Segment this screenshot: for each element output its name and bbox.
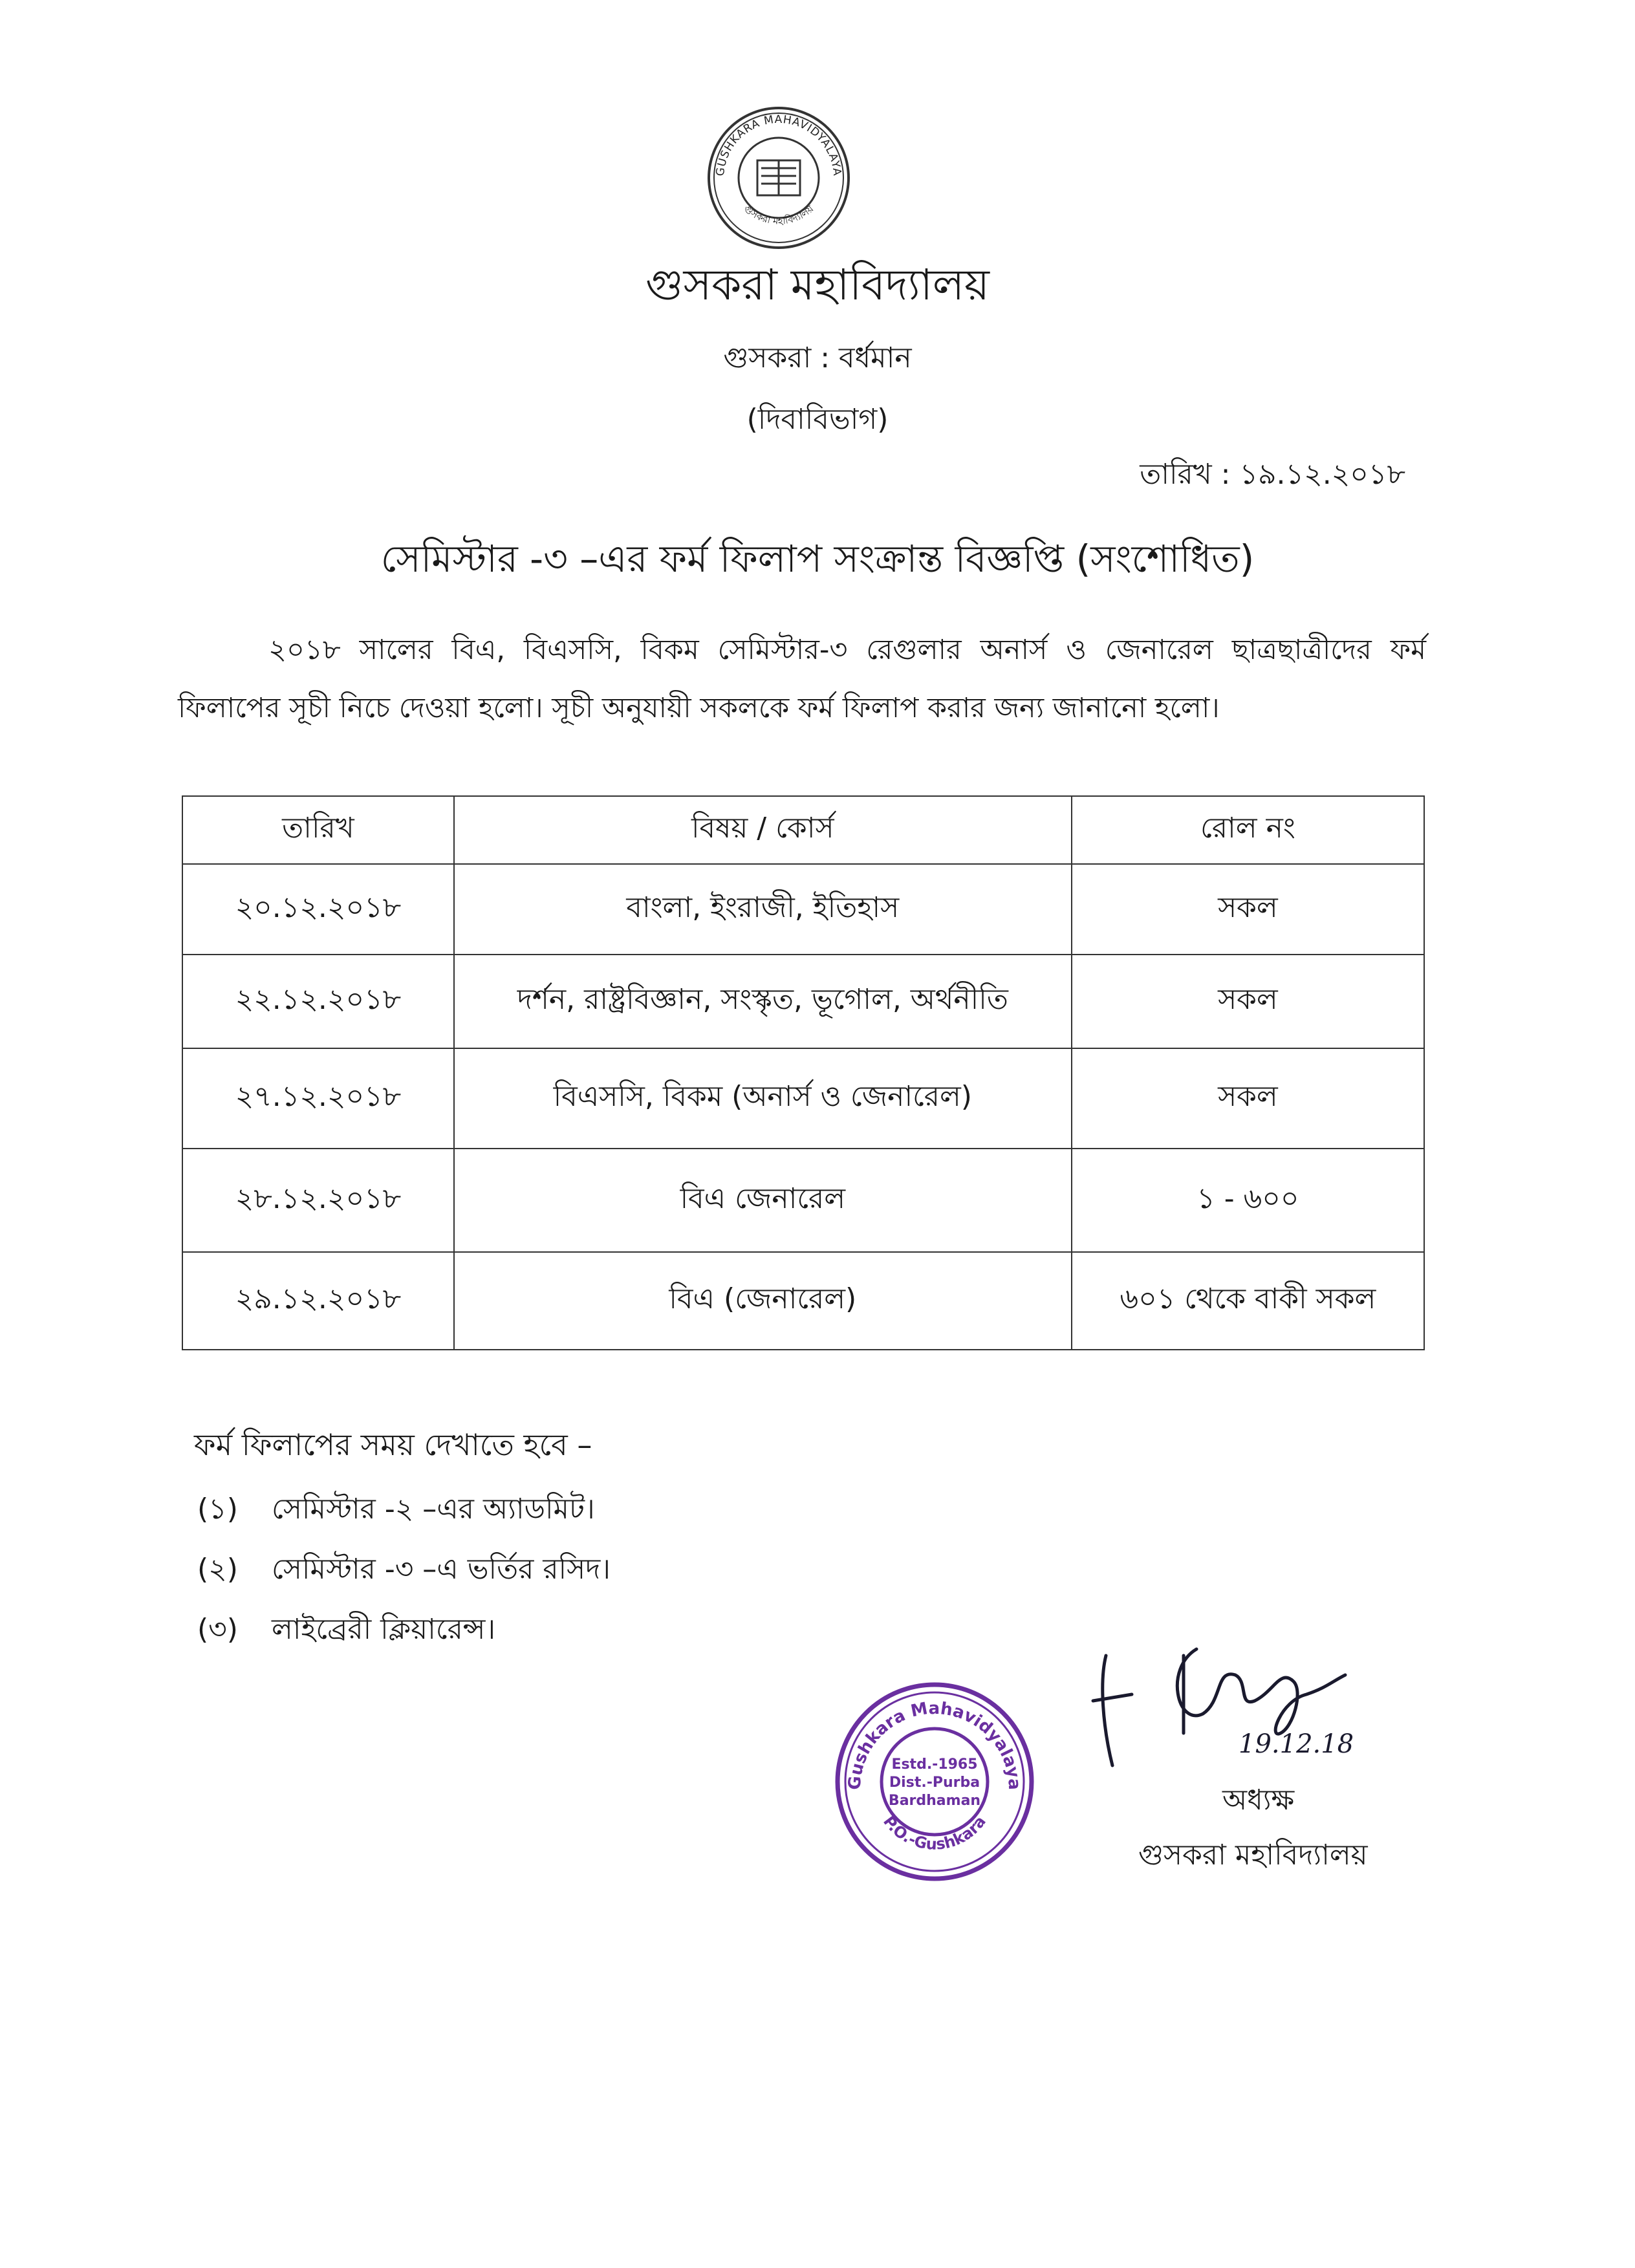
notice-heading: সেমিস্টার -৩ –এর ফর্ম ফিলাপ সংক্রান্ত বিজ্ঞপ্তি (সংশোধিত) — [380, 537, 1255, 581]
table-header-row — [182, 796, 1424, 864]
cell-roll: ৬০১ থেকে বাকী সকল — [1072, 1252, 1424, 1350]
svg-text:Estd.-1965: Estd.-1965 — [891, 1756, 978, 1773]
svg-text:গুসকরা মহাবিদ্যালয়: গুসকরা মহাবিদ্যালয় — [741, 202, 816, 227]
signatory-title: অধ্যক্ষ — [1222, 1784, 1295, 1817]
cell-roll: সকল — [1072, 955, 1424, 1048]
department: (দিবাবিভাগ) — [746, 403, 889, 436]
cell-subject: দর্শন, রাষ্ট্রবিজ্ঞান, সংস্কৃত, ভূগোল, অর্থনীতি — [454, 955, 1072, 1048]
cell-subject: বিএসসি, বিকম (অনার্স ও জেনারেল) — [454, 1048, 1072, 1149]
cell-roll: সকল — [1072, 1048, 1424, 1149]
notice-paragraph: ২০১৮ সালের বিএ, বিএসসি, বিকম সেমিস্টার-৩ রেগুলার অনার্স ও জেনারেল ছাত্রছাত্রীদের ফর্ম ফিলাপের সূচী নিচে দেওয়া হলো। সূচী অনুযায়ী সকলকে ফর্ম ফিলাপ করার জন্য জানানো হলো। — [178, 634, 1426, 724]
college-location: গুসকরা : বর্ধমান — [723, 341, 912, 374]
svg-text:P.O.-Gushkara: P.O.-Gushkara — [880, 1812, 990, 1853]
svg-text:Gushkara Mahavidyalaya: Gushkara Mahavidyalaya — [845, 1698, 1024, 1791]
table-row — [182, 864, 1424, 955]
requirement-number: (২) — [197, 1553, 238, 1586]
requirement-number: (৩) — [197, 1613, 238, 1646]
table-row — [182, 1048, 1424, 1149]
requirement-item — [197, 1608, 495, 1655]
college-stamp — [831, 1678, 1038, 1885]
cell-subject: বাংলা, ইংরাজী, ইতিহাস — [454, 864, 1072, 955]
cell-date: ২৭.১২.২০১৮ — [182, 1048, 454, 1149]
header-roll: রোল নং — [1072, 796, 1424, 864]
cell-date: ২২.১২.২০১৮ — [182, 955, 454, 1048]
cell-date: ২৮.১২.২০১৮ — [182, 1149, 454, 1252]
cell-roll: সকল — [1072, 864, 1424, 955]
requirement-text: সেমিস্টার -২ –এর অ্যাডমিট। — [272, 1493, 595, 1526]
svg-text:Bardhaman: Bardhaman — [888, 1793, 981, 1809]
requirement-text: সেমিস্টার -৩ –এ ভর্তির রসিদ। — [272, 1553, 611, 1586]
notice-date: তারিখ : ১৯.১২.২০১৮ — [1140, 458, 1405, 491]
svg-text:19.12.18: 19.12.18 — [1239, 1729, 1354, 1759]
cell-subject: বিএ (জেনারেল) — [454, 1252, 1072, 1350]
requirement-item — [197, 1487, 595, 1535]
requirement-text: লাইব্রেরী ক্লিয়ারেন্স। — [272, 1613, 496, 1646]
college-logo — [704, 103, 853, 252]
svg-text:GUSHKARA MAHAVIDYALAYA: GUSHKARA MAHAVIDYALAYA — [713, 113, 844, 177]
cell-date: ২০.১২.২০১৮ — [182, 864, 454, 955]
principal-signature — [1087, 1630, 1449, 1798]
table-row — [182, 955, 1424, 1048]
schedule-table — [182, 795, 1425, 1350]
requirements-title: ফর্ম ফিলাপের সময় দেখাতে হবে – — [194, 1427, 592, 1462]
requirement-number: (১) — [197, 1493, 238, 1526]
header-subject: বিষয় / কোর্স — [454, 796, 1072, 864]
table-row — [182, 1149, 1424, 1252]
signatory-college: গুসকরা মহাবিদ্যালয় — [1138, 1839, 1368, 1872]
svg-text:Dist.-Purba: Dist.-Purba — [889, 1775, 980, 1791]
college-name: গুসকরা মহাবিদ্যালয় — [645, 260, 990, 310]
requirement-item — [197, 1548, 611, 1595]
table-row — [182, 1252, 1424, 1350]
cell-date: ২৯.১২.২০১৮ — [182, 1252, 454, 1350]
cell-subject: বিএ জেনারেল — [454, 1149, 1072, 1252]
cell-roll: ১ - ৬০০ — [1072, 1149, 1424, 1252]
header-date: তারিখ — [182, 796, 454, 864]
